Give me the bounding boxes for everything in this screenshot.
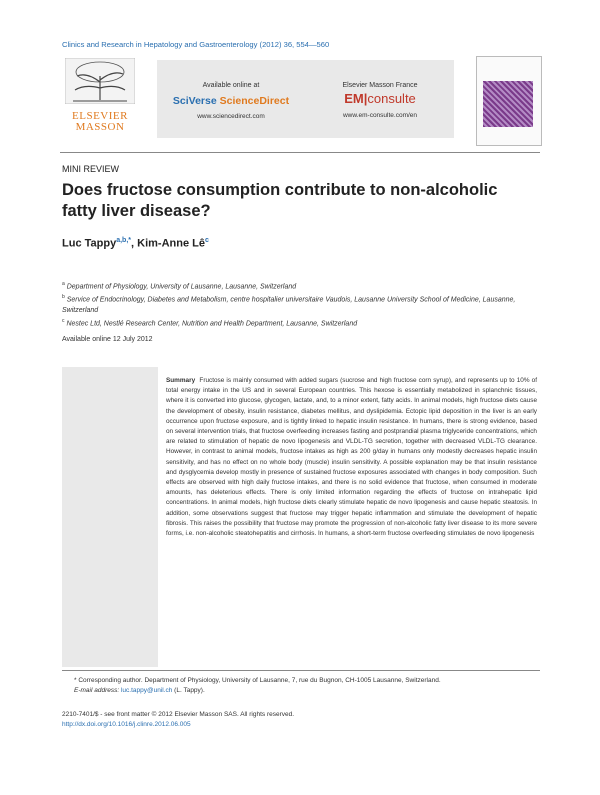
article-type: MINI REVIEW bbox=[62, 164, 120, 174]
affiliation-list bbox=[62, 279, 542, 329]
emconsulte-block bbox=[306, 82, 454, 119]
issn-copyright: 2210-7401/$ - see front matter © 2012 Elsevier Masson SAS. All rights reserved. bbox=[62, 711, 295, 718]
em-consulte-logo[interactable]: EM|consulte bbox=[344, 91, 416, 106]
affiliation-item: $^a$ Department of Physiology, University of Lausanne, Lausanne, Switzerland bbox=[62, 281, 297, 291]
author-email-link[interactable]: luc.tappy@unil.ch bbox=[120, 687, 173, 694]
author-name: Luc Tappy bbox=[62, 237, 117, 250]
available-online-date: Available online 12 July 2012 bbox=[62, 336, 153, 343]
available-online-label: Available online at bbox=[202, 82, 260, 89]
article-title: Does fructose consumption contribute to non-alcoholic fatty liver disease? bbox=[62, 181, 498, 220]
author-affiliation-marker[interactable]: c bbox=[204, 237, 209, 244]
summary-label: Summary bbox=[166, 377, 196, 384]
elsevier-masson-logo bbox=[60, 58, 140, 142]
affiliation-item: $^b$ Service of Endocrinology, Diabetes and Metabolism, centre hospitalier universitaire Vaudois, Lausanne University School of Medicine, Lausanne, Switzerland bbox=[62, 294, 516, 314]
sciverse-sciencedirect-logo[interactable]: SciVerse ScienceDirect bbox=[172, 95, 290, 107]
affiliation-item: $^c$ Nestec Ltd, Nestlé Research Center, Nutrition and Health Department, Lausanne, Switzerland bbox=[62, 317, 358, 327]
publisher-header-box bbox=[157, 60, 454, 138]
keywords-sidebar-box bbox=[62, 367, 158, 667]
tree-icon bbox=[65, 58, 135, 104]
sciencedirect-url[interactable]: www.sciencedirect.com bbox=[197, 113, 265, 120]
author-affiliation-marker[interactable]: a,b,* bbox=[116, 237, 131, 244]
footnote-rule bbox=[62, 670, 540, 671]
abstract-summary bbox=[166, 376, 537, 539]
elsevier-wordmark: ELSEVIER MASSON bbox=[72, 110, 128, 133]
emconsulte-url[interactable]: www.em-consulte.com/en bbox=[342, 112, 418, 119]
elsevier-masson-france-label: Elsevier Masson France bbox=[342, 82, 418, 89]
header-divider bbox=[60, 152, 540, 153]
doi-link[interactable]: http://dx.doi.org/10.1016/j.clinre.2012.06.005 bbox=[62, 721, 191, 728]
author-name: Kim-Anne Lê bbox=[137, 237, 205, 250]
sciencedirect-block bbox=[157, 82, 305, 120]
front-matter bbox=[62, 710, 294, 730]
corresponding-author-footnote: * Corresponding author. Department of Physiology, University of Lausanne, 7, rue du Bugnon, CH-1005 Lausanne, Switzerland. E-mail address: luc.tappy@unil.ch (L. Tappy). bbox=[74, 677, 441, 694]
cover-image bbox=[483, 81, 533, 127]
author-list: Luc Tappy$^{a,b,*}$, Kim-Anne $Lê^c$ bbox=[62, 237, 209, 250]
journal-citation[interactable]: Clinics and Research in Hepatology and Gastroenterology (2012) 36, 554—560 bbox=[62, 40, 330, 49]
summary-text: Fructose is mainly consumed with added sugars (sucrose and high fructose corn syrup), and represents up to 10% of total energy intake in the US and in several European countries. This hexose is essentially metabolized in splanchnic tissues, where it is converted into glucose, glycogen, lactate, and, to a minor extent, fatty acids. In animal models, high fructose diets cause the development of obesity, insulin resistance, diabetes mellitus, and dyslipidemia. Ectopic lipid deposition in the liver is an early occurrence upon fructose exposure, and is tightly linked to hepatic insulin resistance. In humans, there is strong evidence, based on several intervention trials, that fructose overfeeding increases fasting and postprandial plasma triglyceride concentrations, which are related to stimulation of hepatic de novo lipogenesis and VLDL-TG secretion, together with decreased VLDL-TG clearance. However, in contrast to animal models, fructose intakes as high as 200 g/day in humans only modestly decreases hepatic insulin sensitivity, and has no effect on no whole body (muscle) insulin sensitivity. A possible explanation may be that insulin resistance and dysglycemia develop mostly in presence of sustained fructose exposures associated with changes in body composition. Such effects are observed with high daily fructose intakes, and there is no solid evidence that fructose, when consumed in moderate amounts, has deleterious effects. There is only limited information regarding the effects of fructose on intrahepatic lipid concentrations. In animal models, high fructose diets clearly stimulate hepatic de novo lipogenesis and cause hepatic steatosis. In addition, some observations suggest that fructose may trigger hepatic inflammation and stimulate the development of hepatic fibrosis. This raises the possibility that fructose may promote the progression of non-alcoholic fatty liver disease to its more severe forms, i.e. non-alcoholic steatohepatitis and cirrhosis. In humans, a short-term fructose overfeeding stimulates de novo lipogenesis bbox=[166, 377, 537, 538]
journal-cover-thumbnail bbox=[476, 56, 542, 146]
